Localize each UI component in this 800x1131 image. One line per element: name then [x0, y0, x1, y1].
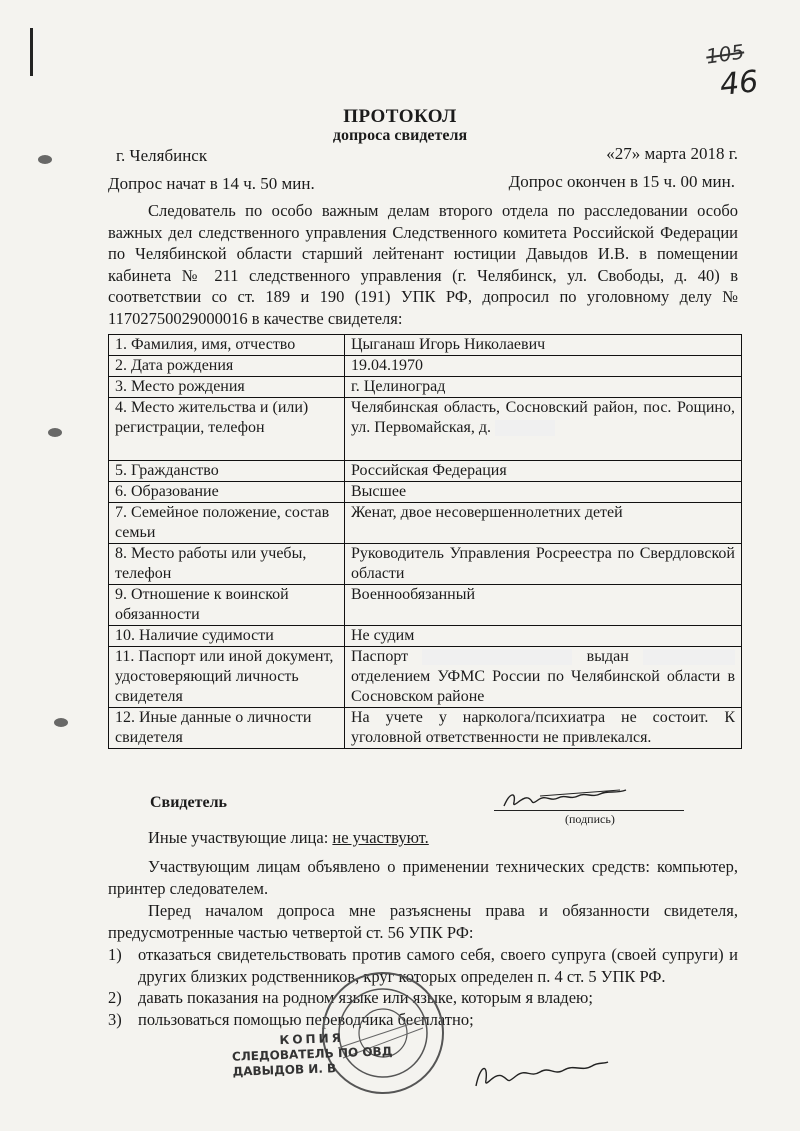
table-row — [109, 398, 742, 461]
row-value: Цыганаш Игорь Николаевич — [345, 335, 742, 356]
row-label: 9. Отношение к воинской обязанности — [109, 585, 345, 626]
table-row — [109, 708, 742, 749]
other-participants-value: не участвуют. — [332, 828, 429, 847]
table-row — [109, 482, 742, 503]
row-value — [345, 647, 742, 708]
document-date: «27» марта 2018 г. — [606, 144, 738, 163]
address-text: Челябинская область, Сосновский район, пос. Рощино, ул. Первомайская, д. — [351, 399, 735, 436]
city: г. Челябинск — [116, 146, 208, 165]
row-value: Не судим — [345, 626, 742, 647]
row-value: Высшее — [345, 482, 742, 503]
witness-info-table — [108, 334, 742, 749]
row-label: 3. Место рождения — [109, 377, 345, 398]
row-label: 6. Образование — [109, 482, 345, 503]
table-row — [109, 377, 742, 398]
redacted-block — [422, 649, 572, 665]
table-row — [109, 356, 742, 377]
interrogation-end: Допрос окончен в 15 ч. 00 мин. — [508, 172, 735, 191]
intro-paragraph: Следователь по особо важным делам второго отдела по расследовании особо важных дел следственного управления Следственного комитета Российской Федерации по Челябинской области старший лейтенант юстиции Давыдов И.В. в помещении кабинета № 211 следственного управления (г. Челябинск, ул. Свободы, д. 40) в соответствии со ст. 189 и 190 (191) УПК РФ, допросил по уголовному делу № 11702750029000016 в качестве свидетеля: — [108, 201, 738, 328]
table-row — [109, 503, 742, 544]
document-title: ПРОТОКОЛ — [343, 106, 457, 127]
row-label: 5. Гражданство — [109, 461, 345, 482]
rights-intro-paragraph: Перед началом допроса мне разъяснены права и обязанности свидетеля, предусмотренные частью четвертой ст. 56 УПК РФ: — [108, 901, 738, 942]
copy-stamp — [231, 1029, 393, 1080]
tech-means-paragraph: Участвующим лицам объявлено о применении технических средств: компьютер, принтер следователем. — [108, 857, 738, 898]
row-value: Женат, двое несовершеннолетних детей — [345, 503, 742, 544]
interrogation-start: Допрос начат в 14 ч. 50 мин. — [108, 174, 315, 193]
scan-edge-mark — [30, 28, 33, 76]
row-label: 10. Наличие судимости — [109, 626, 345, 647]
stamp-line: КОПИЯ — [279, 1030, 345, 1048]
issued-by-text: отделением УФМС России по Челябинской области в Сосновском районе — [351, 668, 735, 705]
redacted-block — [495, 420, 555, 436]
page-number: 46 — [718, 64, 760, 103]
row-value: г. Целиноград — [345, 377, 742, 398]
row-label: 12. Иные данные о личности свидетеля — [109, 708, 345, 749]
item-text: отказаться свидетельствовать против самого себя, своего супруга (своей супруги) и других близких родственников, круг которых определен п. 4 ст. 5 УПК РФ. — [138, 945, 738, 986]
signature-caption: (подпись) — [565, 812, 615, 826]
redacted-block — [643, 649, 735, 665]
row-label: 8. Место работы или учебы, телефон — [109, 544, 345, 585]
table-row — [109, 544, 742, 585]
other-participants-label: Иные участвующие лица: — [148, 828, 329, 847]
row-value: Руководитель Управления Росреестра по Свердловской области — [345, 544, 742, 585]
stamp-line: СЛЕДОВАТЕЛЬ ПО ОВД — [231, 1044, 393, 1064]
investigator-signature — [470, 1056, 610, 1092]
row-label: 2. Дата рождения — [109, 356, 345, 377]
row-label: 7. Семейное положение, состав семьи — [109, 503, 345, 544]
table-row — [109, 585, 742, 626]
table-row — [109, 335, 742, 356]
document-subtitle: допроса свидетеля — [332, 127, 468, 144]
row-value: Военнообязанный — [345, 585, 742, 626]
row-value — [345, 398, 742, 461]
item-text: пользоваться помощью переводчика бесплатно; — [138, 1009, 474, 1029]
punch-hole-mark — [54, 718, 68, 727]
item-text: давать показания на родном языке или языке, которым я владею; — [138, 988, 593, 1007]
item-number: 3) — [108, 1009, 122, 1029]
old-page-number: 105 — [704, 39, 746, 69]
punch-hole-mark — [48, 428, 62, 437]
passport-label: Паспорт — [351, 648, 409, 665]
item-number: 1) — [108, 945, 122, 964]
signature-line — [494, 810, 684, 811]
row-label: 11. Паспорт или иной документ, удостоверяющий личность свидетеля — [109, 647, 345, 708]
row-label: 4. Место жительства и (или) регистрации, телефон — [109, 398, 345, 461]
stamp-line: ДАВЫДОВ И. В — [232, 1061, 337, 1079]
table-row — [109, 647, 742, 708]
row-value: На учете у нарколога/психиатра не состоит. К уголовной ответственности не привлекался. — [345, 708, 742, 749]
table-row — [109, 626, 742, 647]
other-participants — [148, 828, 429, 848]
row-value: Российская Федерация — [345, 461, 742, 482]
punch-hole-mark — [38, 155, 52, 164]
item-number: 2) — [108, 988, 122, 1007]
row-value: 19.04.1970 — [345, 356, 742, 377]
table-row — [109, 461, 742, 482]
witness-label: Свидетель — [150, 794, 228, 811]
issued-label: выдан — [586, 648, 629, 665]
row-label: 1. Фамилия, имя, отчество — [109, 335, 345, 356]
